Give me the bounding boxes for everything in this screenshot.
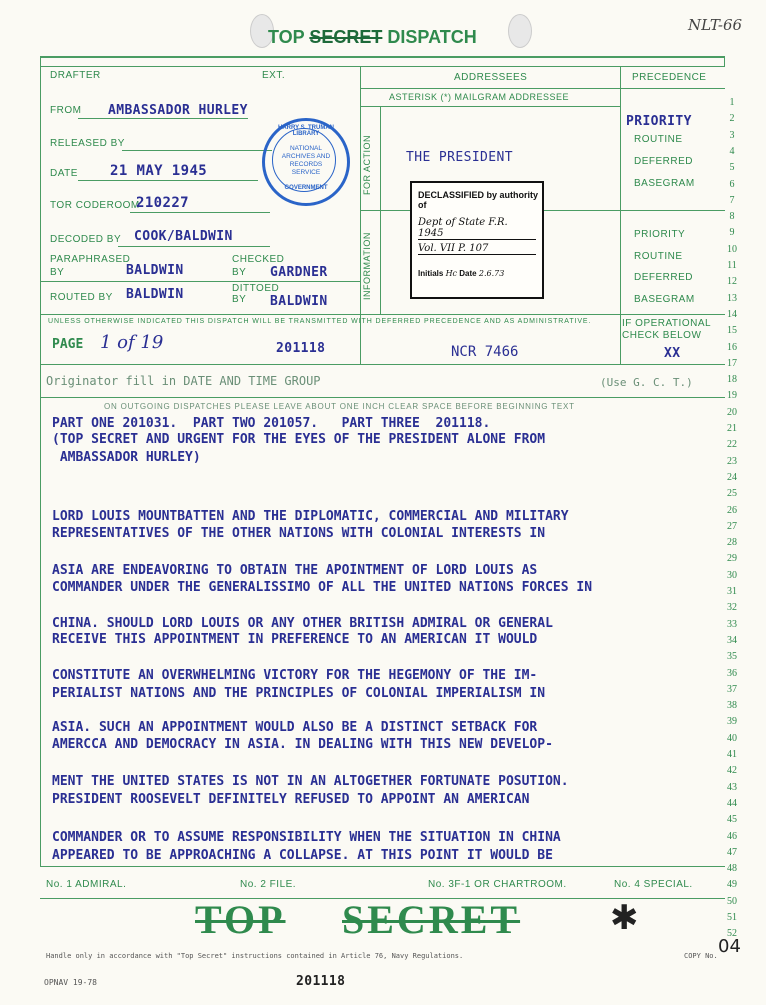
- title-struck-secret: SECRET: [309, 27, 383, 47]
- label-checked: CHECKED BY: [232, 254, 285, 278]
- title-prefix: TOP: [268, 27, 305, 47]
- line-under-addr: [360, 88, 725, 89]
- line-866: [40, 866, 725, 867]
- label-paraphrased: PARAPHRASED BY: [50, 254, 131, 278]
- footer-form: OPNAV 19-78: [44, 978, 97, 987]
- line-number: 5: [729, 162, 735, 174]
- line-number: 45: [727, 814, 737, 826]
- footer-handle: Handle only in accordance with "Top Secret" instructions contained in Article 76, Navy Regulations.: [46, 952, 464, 960]
- message-line: AMERCCA AND DEMOCRACY IN ASIA. IN DEALING WITH THIS NEW DEVELOP-: [52, 737, 553, 752]
- message-line: ASIA. SUCH AN APPOINTMENT WOULD ALSO BE A DISTINCT SETBACK FOR: [52, 720, 538, 735]
- operational-mark: XX: [664, 346, 681, 361]
- precedence-action-basegram: BASEGRAM: [634, 178, 695, 189]
- label-asterisk: ASTERISK (*) MAILGRAM ADDRESSEE: [389, 92, 570, 102]
- declassified-stamp: [410, 181, 544, 299]
- line-number: 9: [729, 227, 735, 239]
- message-line: APPEARED TO BE APPROACHING A COLLAPSE. AT THIS POINT IT WOULD BE: [52, 848, 553, 863]
- label-for-action: FOR ACTION: [362, 134, 372, 195]
- label-use-gct: (Use G. C. T.): [600, 376, 693, 389]
- label-released-by: RELEASED BY: [50, 138, 125, 149]
- message-line: LORD LOUIS MOUNTBATTEN AND THE DIPLOMATIC, COMMERCIAL AND MILITARY: [52, 509, 569, 524]
- line-number: 29: [727, 553, 737, 565]
- precedence-info-basegram: BASEGRAM: [634, 294, 695, 305]
- footer-copy4: No. 4 SPECIAL.: [614, 879, 693, 890]
- decoded-underline: [118, 246, 270, 247]
- line-number: 17: [727, 357, 737, 369]
- truman-library-stamp: [262, 118, 350, 206]
- message-line: MENT THE UNITED STATES IS NOT IN AN ALTOGETHER FORTUNATE POSUTION.: [52, 774, 569, 789]
- dittoed-value: BALDWIN: [270, 294, 328, 309]
- frame-right-top: [724, 56, 725, 66]
- line-number: 50: [727, 895, 737, 907]
- line-number: 36: [727, 667, 737, 679]
- precedence-info-deferred: DEFERRED: [634, 272, 694, 283]
- line-number: 13: [727, 292, 737, 304]
- line-number: 12: [727, 276, 737, 288]
- precedence-info-routine: ROUTINE: [634, 251, 683, 262]
- label-decoded: DECODED BY: [50, 234, 122, 245]
- line-number: 18: [727, 374, 737, 386]
- label-information: INFORMATION: [362, 232, 372, 300]
- declassified-title: DECLASSIFIED by authority of: [418, 190, 539, 210]
- dtg-value: 201118: [276, 341, 326, 356]
- line-number: 32: [727, 602, 737, 614]
- label-unless: UNLESS OTHERWISE INDICATED THIS DISPATCH WILL BE TRANSMITTED WITH DEFERRED PRECEDENCE AND AS ADMINISTRATIVE.: [48, 318, 592, 325]
- message-line: CONSTITUTE AN OVERWHELMING VICTORY FOR THE HEGEMONY OF THE IM-: [52, 668, 538, 683]
- line-number: 42: [727, 765, 737, 777]
- date-underline: [78, 180, 258, 181]
- line-number: 21: [727, 423, 737, 434]
- label-drafter: DRAFTER: [50, 70, 101, 81]
- line-number: 31: [727, 586, 737, 597]
- footer-dtg: 201118: [296, 974, 346, 989]
- copy-no-value: 04: [718, 936, 741, 957]
- date-value: 21 MAY 1945: [110, 163, 208, 179]
- line-number: 19: [727, 390, 737, 402]
- line-number: 30: [727, 569, 737, 581]
- dispatch-title: [268, 27, 477, 48]
- footer-copy-no: COPY No.: [684, 952, 718, 960]
- line-number: 52: [727, 928, 737, 940]
- label-dittoed: DITTOED BY: [232, 283, 280, 305]
- label-ext: EXT.: [262, 70, 286, 81]
- precedence-action-deferred: DEFERRED: [634, 156, 694, 167]
- declassified-line1: Dept of State F.R. 1945: [418, 217, 536, 240]
- line-number: 44: [727, 797, 737, 809]
- divider-page-row-2: [620, 314, 621, 364]
- line-number: 37: [727, 683, 737, 695]
- line-number: 28: [727, 537, 737, 549]
- line-number: 46: [727, 830, 737, 842]
- line-number: 4: [729, 145, 735, 157]
- precedence-action-routine: ROUTINE: [634, 134, 683, 145]
- line-number: 47: [727, 846, 737, 858]
- line-364: [40, 364, 725, 365]
- line-314: [40, 314, 725, 315]
- line-number: 7: [729, 194, 735, 206]
- line-number: 33: [727, 618, 737, 630]
- label-precedence: PRECEDENCE: [632, 72, 707, 83]
- line-under-asterisk: [360, 106, 620, 107]
- line-number: 14: [727, 308, 737, 320]
- message-line: COMMANDER UNDER THE GENERALISSIMO OF ALL THE UNITED NATIONS FORCES IN: [52, 580, 593, 595]
- line-number: 8: [729, 211, 735, 223]
- line-number: 23: [727, 455, 737, 467]
- line-number: 34: [727, 634, 737, 646]
- punch-hole-right: [508, 14, 532, 48]
- label-addressees: ADDRESSEES: [454, 72, 528, 83]
- title-suffix: DISPATCH: [387, 27, 477, 47]
- label-date: DATE: [50, 168, 78, 179]
- tor-underline: [130, 212, 270, 213]
- precedence-info-priority: PRIORITY: [634, 229, 686, 240]
- line-number: 10: [727, 243, 737, 255]
- line-number: 39: [727, 716, 737, 728]
- line-number: 25: [727, 488, 737, 500]
- line-281: [40, 281, 360, 282]
- label-page: PAGE: [52, 337, 84, 352]
- line-number: 38: [727, 700, 737, 712]
- frame-left: [40, 56, 41, 866]
- message-line: PERIALIST NATIONS AND THE PRINCIPLES OF COLONIAL IMPERIALISM IN: [52, 686, 546, 701]
- label-from: FROM: [50, 105, 82, 116]
- message-line: REPRESENTATIVES OF THE OTHER NATIONS WITH COLONIAL INTERESTS IN: [52, 526, 546, 541]
- line-number: 49: [727, 879, 737, 891]
- label-routed: ROUTED BY: [50, 292, 113, 303]
- line-number: 48: [727, 863, 737, 875]
- line-number: 41: [727, 749, 737, 760]
- from-value: AMBASSADOR HURLEY: [108, 103, 248, 118]
- line-number: 35: [727, 651, 737, 663]
- footer-copy2: No. 2 FILE.: [240, 879, 297, 890]
- line-number: 40: [727, 732, 737, 744]
- label-if-operational: IF OPERATIONAL CHECK BELOW: [622, 318, 712, 341]
- message-line: PART ONE 201031. PART TWO 201057. PART THREE 201118.: [52, 416, 491, 431]
- line-number: 16: [727, 341, 737, 353]
- stamp-line1: HARRY S. TRUMAN LIBRARY: [277, 125, 334, 137]
- message-line: COMMANDER OR TO ASSUME RESPONSIBILITY WHEN THE SITUATION IN CHINA: [52, 830, 561, 845]
- ncr-value: NCR 7466: [451, 344, 519, 360]
- line-number: 43: [727, 781, 737, 793]
- declassified-line2: Vol. VII P. 107: [418, 243, 536, 255]
- line-number: 26: [727, 504, 737, 516]
- line-number: 22: [727, 439, 737, 451]
- message-line: ASIA ARE ENDEAVORING TO OBTAIN THE APOINTMENT OF LORD LOUIS AS: [52, 563, 538, 578]
- line-number: 6: [729, 178, 735, 190]
- line-number: 3: [729, 129, 735, 141]
- line-number: 1: [729, 97, 735, 108]
- line-number: 11: [727, 260, 737, 271]
- frame-top: [40, 56, 725, 58]
- message-line: PRESIDENT ROOSEVELT DEFINITELY REFUSED TO APPOINT AN AMERICAN: [52, 792, 530, 807]
- precedence-action-priority: PRIORITY: [626, 114, 692, 129]
- footer-copy3: No. 3F-1 OR CHARTROOM.: [428, 879, 567, 890]
- footer-copy1: No. 1 ADMIRAL.: [46, 879, 127, 890]
- line-number: 20: [727, 406, 737, 418]
- decoded-value: COOK/BALDWIN: [134, 229, 233, 244]
- label-tor: TOR CODEROOM: [50, 200, 140, 211]
- message-line: CHINA. SHOULD LORD LOUIS OR ANY OTHER BRITISH ADMIRAL OR GENERAL: [52, 616, 553, 631]
- message-line: AMBASSADOR HURLEY): [52, 450, 201, 465]
- from-underline: [78, 118, 248, 119]
- tor-value: 210227: [136, 195, 189, 211]
- label-originator: Originator fill in DATE AND TIME GROUP: [46, 374, 321, 388]
- asterisk-mark: ✱: [610, 898, 639, 938]
- message-line: (TOP SECRET AND URGENT FOR THE EYES OF THE PRESIDENT ALONE FROM: [52, 432, 546, 447]
- footer-secret: SECRET: [342, 897, 521, 942]
- divider-prec: [620, 66, 621, 316]
- page-handwritten: 1 of 19: [100, 332, 164, 353]
- frame-top-inner: [40, 66, 725, 67]
- line-397: [40, 397, 725, 398]
- paraphrased-value: BALDWIN: [126, 263, 184, 278]
- message-line: RECEIVE THIS APPOINTMENT IN PREFERENCE TO AN AMERICAN IT WOULD: [52, 632, 538, 647]
- line-number: 15: [727, 325, 737, 337]
- checked-value: GARDNER: [270, 265, 328, 280]
- corner-note: NLT-66: [688, 16, 743, 34]
- line-number: 24: [727, 471, 737, 483]
- line-number: 2: [729, 113, 735, 125]
- footer-top: TOP: [195, 897, 286, 942]
- addressee-value: THE PRESIDENT: [406, 150, 513, 165]
- stamp-line2: NATIONAL ARCHIVES AND RECORDS SERVICE: [281, 145, 331, 176]
- declassified-initials: Initials Hc Date 2.6.73: [418, 269, 505, 278]
- released-underline: [122, 150, 272, 151]
- line-number: 27: [727, 520, 737, 532]
- stamp-line3: GOVERNMENT: [284, 185, 328, 191]
- line-number: 51: [727, 912, 737, 923]
- label-outgoing: ON OUTGOING DISPATCHES PLEASE LEAVE ABOUT ONE INCH CLEAR SPACE BEFORE BEGINNING TEXT: [104, 402, 575, 411]
- divider-mid: [360, 66, 361, 314]
- routed-value: BALDWIN: [126, 287, 184, 302]
